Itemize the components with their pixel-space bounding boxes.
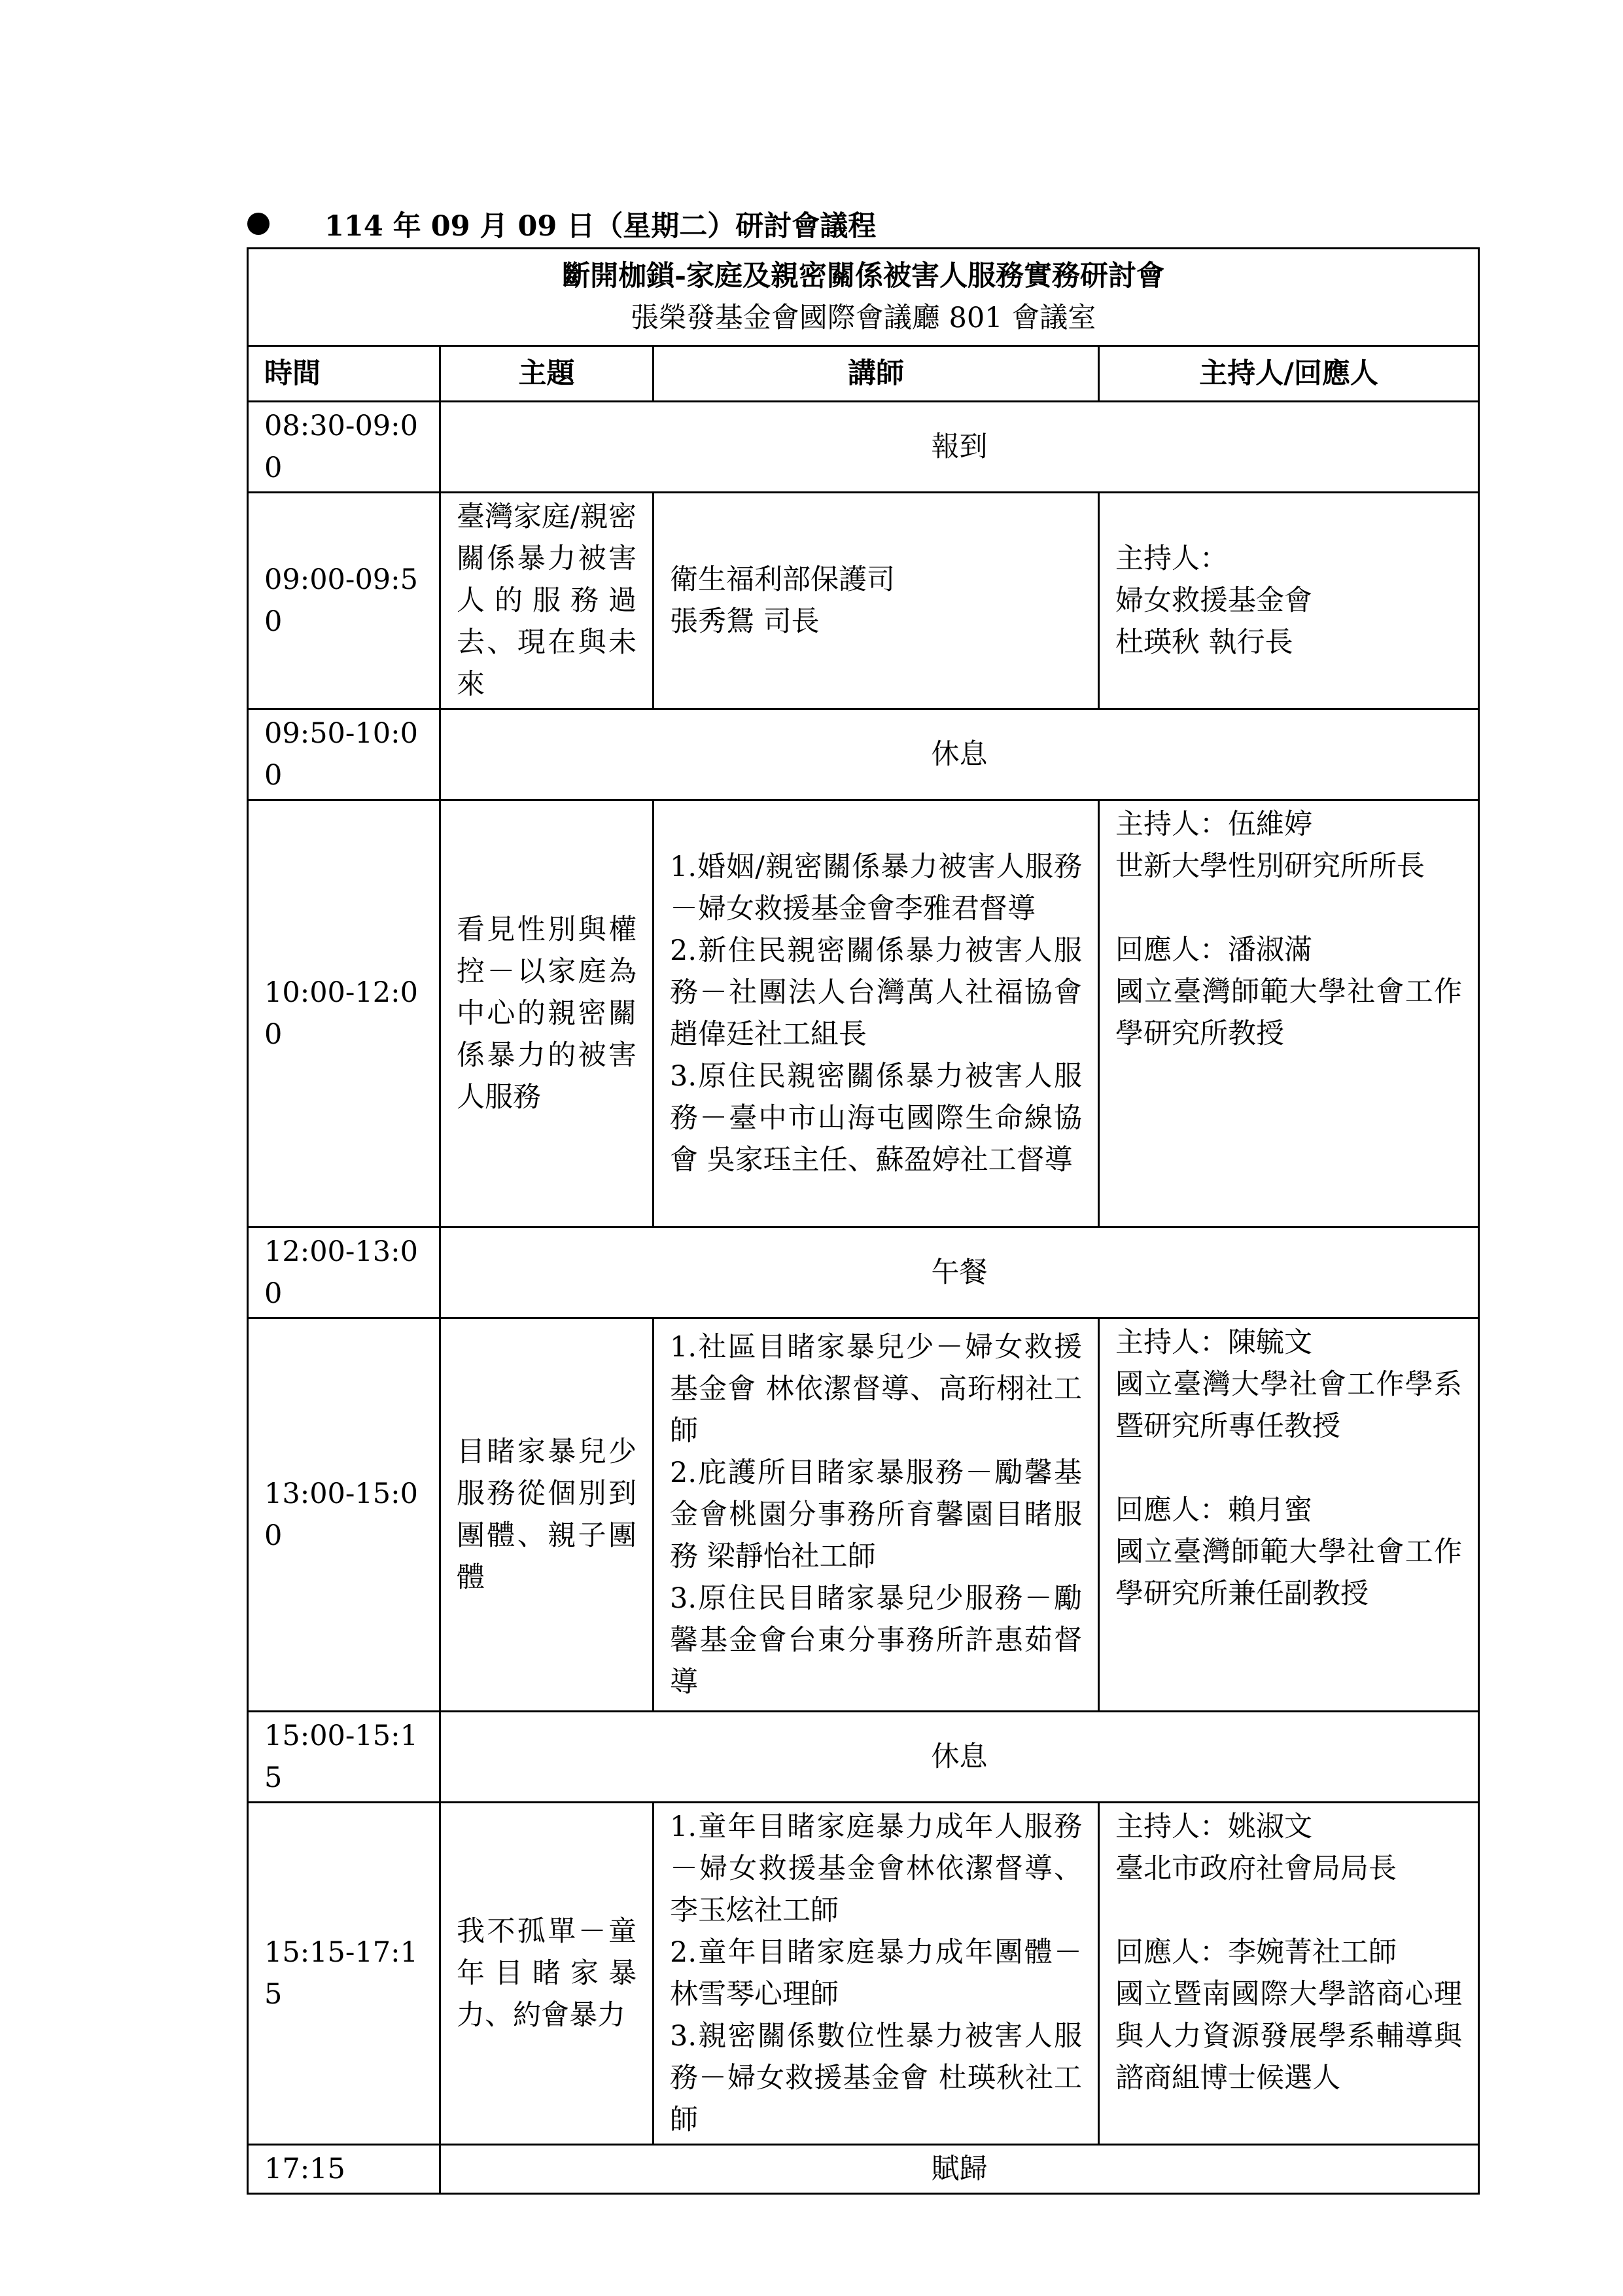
- topic-cell: 目睹家暴兒少服務從個別到團體、親子團體: [440, 1318, 654, 1712]
- speaker-item: 1.童年目睹家庭暴力成年人服務－婦女救援基金會林依潔督導、李玉炫社工師: [670, 1810, 1082, 1927]
- speaker-item: 3.原住民目睹家暴兒少服務－勵馨基金會台東分事務所許惠茹督導: [670, 1582, 1082, 1699]
- speaker-item: 3.親密關係數位性暴力被害人服務－婦女救援基金會 杜瑛秋社工師: [670, 2020, 1082, 2136]
- host-affiliation: 世新大學性別研究所所長: [1115, 850, 1425, 883]
- speaker-name: 張秀鴛 司長: [670, 605, 820, 638]
- activity-cell: 休息: [440, 1712, 1479, 1803]
- event-title-cell: [248, 249, 1479, 346]
- host-affiliation: 臺北市政府社會局局長: [1115, 1852, 1397, 1885]
- speaker-item: 1.婚姻/親密關係暴力被害人服務－婦女救援基金會李雅君督導: [670, 851, 1082, 925]
- respondent-affiliation: 國立臺灣師範大學社會工作學研究所兼任副教授: [1115, 1536, 1463, 1610]
- schedule-row: [248, 800, 1479, 1227]
- speaker-item: 2.庇護所目睹家暴服務－勵馨基金會桃園分事務所育馨園目睹服務 梁靜怡社工師: [670, 1457, 1082, 1573]
- speaker-cell: [654, 1318, 1099, 1712]
- host-affiliation: 國立臺灣大學社會工作學系暨研究所專任教授: [1115, 1368, 1463, 1443]
- agenda-table: [247, 247, 1480, 2195]
- topic-cell: 我不孤單－童年目睹家暴力、約會暴力: [440, 1803, 654, 2145]
- host-label: 主持人：姚淑文: [1115, 1810, 1312, 1843]
- topic-cell: 臺灣家庭/親密關係暴力被害人的服務過去、現在與未來: [440, 493, 654, 709]
- time-cell: 15:15-17:15: [248, 1803, 440, 2145]
- time-cell: 10:00-12:00: [248, 800, 440, 1227]
- host-cell: [1099, 493, 1479, 709]
- spacer: [1115, 887, 1462, 929]
- schedule-row: [248, 709, 1479, 800]
- activity-cell: 賦歸: [440, 2145, 1479, 2194]
- time-cell: 09:50-10:00: [248, 709, 440, 800]
- header-host: 主持人/回應人: [1099, 346, 1479, 402]
- speaker-cell: [654, 493, 1099, 709]
- time-cell: 13:00-15:00: [248, 1318, 440, 1712]
- speaker-item: 2.新住民親密關係暴力被害人服務－社團法人台灣萬人社福協會 趙偉廷社工組長: [670, 934, 1082, 1051]
- time-cell: 15:00-15:15: [248, 1712, 440, 1803]
- header-time: 時間: [248, 346, 440, 402]
- schedule-row: [248, 1318, 1479, 1712]
- time-cell: 09:00-09:50: [248, 493, 440, 709]
- host-cell: [1099, 800, 1479, 1227]
- schedule-row: [248, 2145, 1479, 2194]
- agenda-heading: [247, 204, 876, 243]
- activity-cell: 報到: [440, 402, 1479, 493]
- speaker-item: 1.社區目睹家暴兒少－婦女救援基金會 林依潔督導、高珩栩社工師: [670, 1331, 1082, 1447]
- time-cell: 08:30-09:00: [248, 402, 440, 493]
- time-cell: 17:15: [248, 2145, 440, 2194]
- schedule-row: [248, 1803, 1479, 2145]
- event-venue: 張榮發基金會國際會議廳 801 會議室: [630, 302, 1096, 334]
- respondent-label: 回應人：潘淑滿: [1115, 934, 1312, 966]
- schedule-row: [248, 493, 1479, 709]
- spacer: [1115, 1447, 1462, 1489]
- header-topic: 主題: [440, 346, 654, 402]
- host-cell: [1099, 1803, 1479, 2145]
- host-label: 主持人：: [1115, 542, 1228, 575]
- agenda-heading-text: 114 年 09 月 09 日（星期二）研討會議程: [324, 209, 877, 243]
- header-speaker: 講師: [654, 346, 1099, 402]
- topic-cell: 看見性別與權控－以家庭為中心的親密關係暴力的被害人服務: [440, 800, 654, 1227]
- respondent-label: 回應人：賴月蜜: [1115, 1494, 1312, 1527]
- header-row: [248, 346, 1479, 402]
- speaker-org: 衛生福利部保護司: [670, 563, 895, 596]
- event-title-row: [248, 249, 1479, 346]
- respondent-affiliation: 國立臺灣師範大學社會工作學研究所教授: [1115, 976, 1463, 1050]
- event-title: 斷開枷鎖-家庭及親密關係被害人服務實務研討會: [562, 260, 1164, 292]
- speaker-item: 2.童年目睹家庭暴力成年團體－林雪琴心理師: [670, 1936, 1082, 2011]
- schedule-row: [248, 1227, 1479, 1318]
- host-label: 主持人：伍維婷: [1115, 808, 1312, 841]
- host-cell: [1099, 1318, 1479, 1712]
- host-org: 婦女救援基金會: [1115, 584, 1312, 617]
- time-cell: 12:00-13:00: [248, 1227, 440, 1318]
- bullet-icon: [247, 213, 270, 235]
- host-name: 杜瑛秋 執行長: [1115, 626, 1293, 659]
- spacer: [1115, 1890, 1462, 1932]
- respondent-label: 回應人：李婉菁社工師: [1115, 1936, 1397, 1969]
- speaker-cell: [654, 800, 1099, 1227]
- activity-cell: 休息: [440, 709, 1479, 800]
- schedule-row: [248, 1712, 1479, 1803]
- host-label: 主持人：陳毓文: [1115, 1326, 1312, 1359]
- schedule-row: [248, 402, 1479, 493]
- respondent-affiliation: 國立暨南國際大學諮商心理與人力資源發展學系輔導與諮商組博士候選人: [1115, 1978, 1463, 2094]
- speaker-cell: [654, 1803, 1099, 2145]
- activity-cell: 午餐: [440, 1227, 1479, 1318]
- speaker-item: 3.原住民親密關係暴力被害人服務－臺中市山海屯國際生命線協會 吳家珏主任、蘇盈婷社工督導: [670, 1060, 1082, 1176]
